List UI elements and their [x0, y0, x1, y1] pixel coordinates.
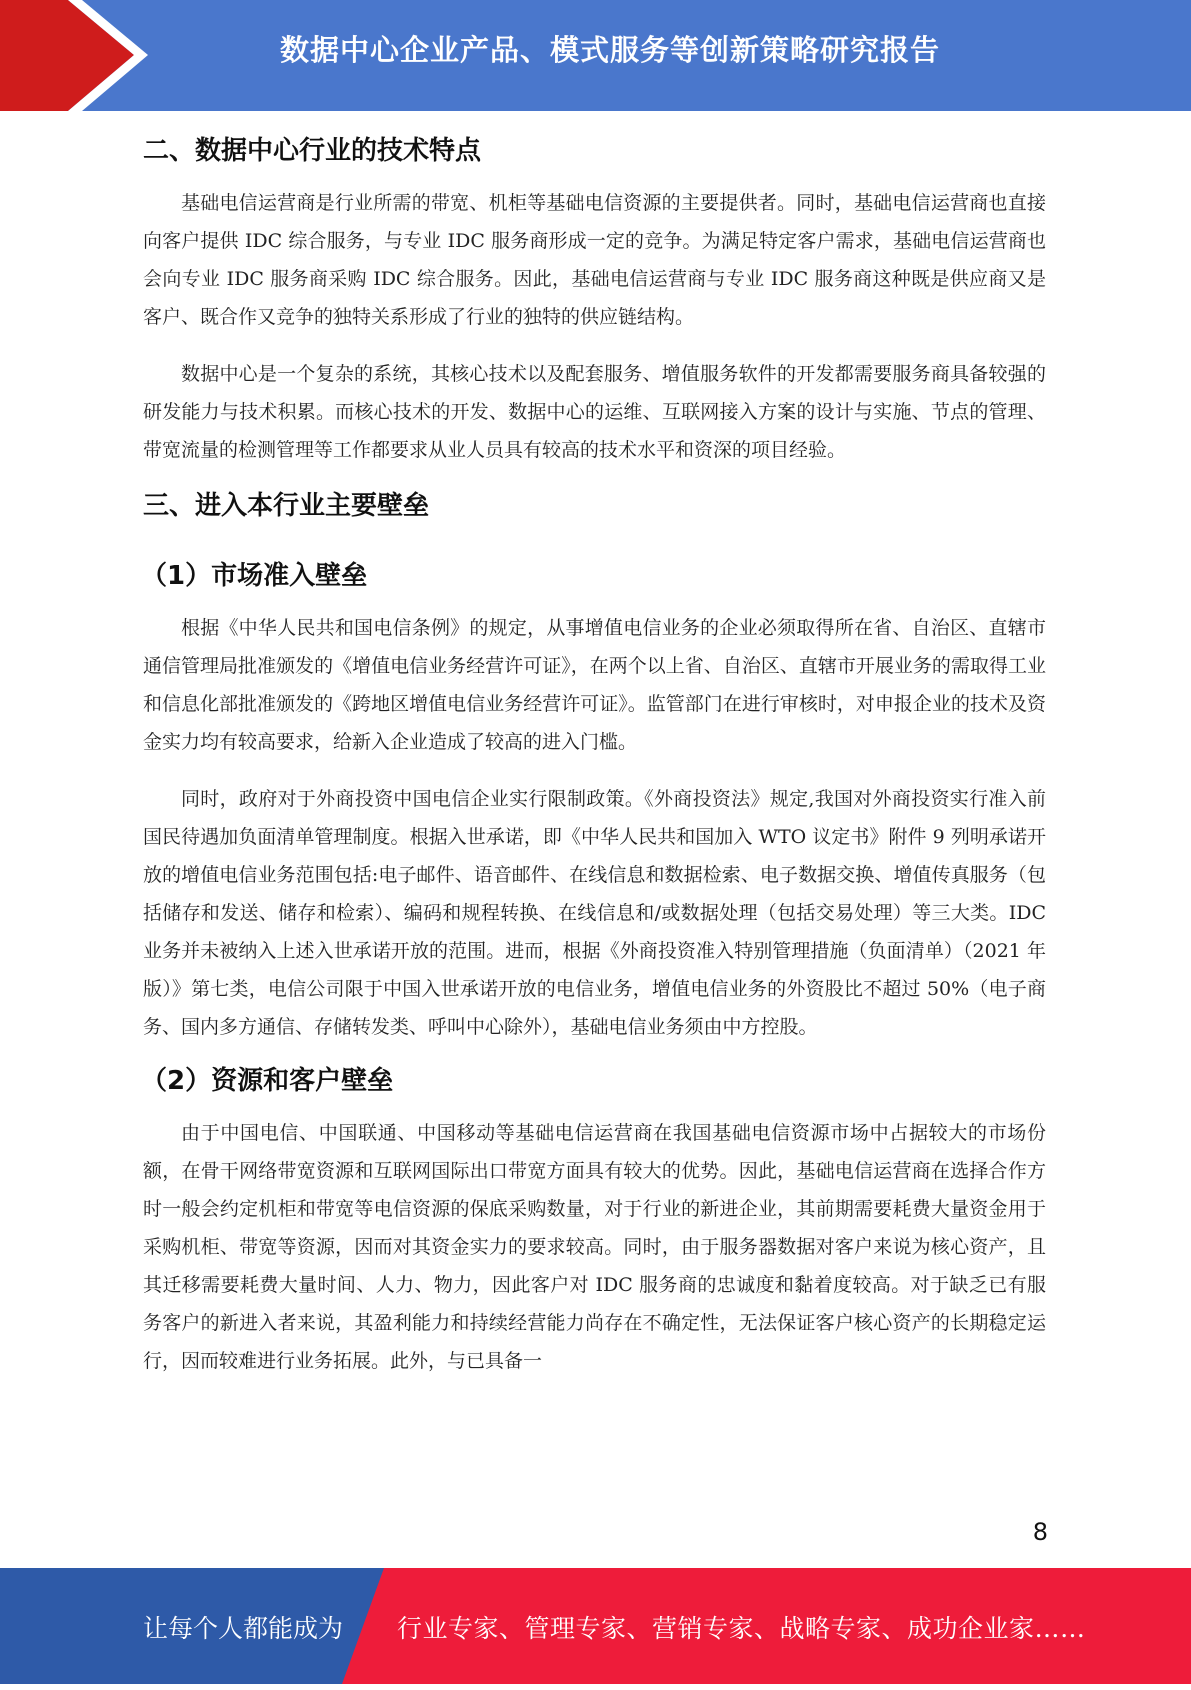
page-number: 8 — [1032, 1518, 1048, 1546]
subsection-heading-resource-customer: （2）资源和客户壁垒 — [141, 1066, 394, 1096]
paragraph: 同时，政府对于外商投资中国电信企业实行限制政策。《外商投资法》规定,我国对外商投资实行准入前国民待遇加负面清单管理制度。根据入世承诺，即《中华人民共和国加入 WTO 议定书》附件 9 列明承诺开放的增值电信业务范围包括:电子邮件、语音邮件、在线信息和数据检索、电子数据交换、增值传真服务（包括储存和发送、储存和检索）、编码和规程转换、在线信息和/或数据处理（包括交易处理）等三大类。IDC 业务并未被纳入上述入世承诺开放的范围。进而，根据《外商投资准入特别管理措施（负面清单）（2021 年版）》第七类，电信公司限于中国入世承诺开放的电信业务，增值电信业务的外资股比不超过 50%（电子商务、国内多方通信、存储转发类、呼叫中心除外），基础电信业务须由中方控股。 — [143, 788, 1046, 1038]
paragraph: 数据中心是一个复杂的系统，其核心技术以及配套服务、增值服务软件的开发都需要服务商具备较强的研发能力与技术积累。而核心技术的开发、数据中心的运维、互联网接入方案的设计与实施、节点的管理、带宽流量的检测管理等工作都要求从业人员具有较高的技术水平和资深的项目经验。 — [143, 363, 1046, 461]
footer-slogan-right: 行业专家、管理专家、营销专家、战略专家、成功企业家…… — [397, 1614, 1086, 1643]
page-header — [0, 0, 1191, 111]
report-title: 数据中心企业产品、模式服务等创新策略研究报告 — [279, 33, 940, 67]
subsection-heading-market-access: （1）市场准入壁垒 — [141, 561, 368, 591]
section-heading-tech-features: 二、数据中心行业的技术特点 — [143, 136, 482, 166]
header-arrow-decoration — [0, 0, 160, 111]
document-body — [143, 126, 1046, 1380]
page-footer — [0, 1568, 1191, 1684]
section-heading-barriers: 三、进入本行业主要壁垒 — [143, 491, 430, 521]
paragraph: 根据《中华人民共和国电信条例》的规定，从事增值电信业务的企业必须取得所在省、自治区、直辖市通信管理局批准颁发的《增值电信业务经营许可证》，在两个以上省、自治区、直辖市开展业务的需取得工业和信息化部批准颁发的《跨地区增值电信业务经营许可证》。监管部门在进行审核时，对申报企业的技术及资金实力均有较高要求，给新入企业造成了较高的进入门槛。 — [143, 617, 1046, 753]
footer-slogan-left: 让每个人都能成为 — [143, 1614, 344, 1643]
paragraph: 基础电信运营商是行业所需的带宽、机柜等基础电信资源的主要提供者。同时，基础电信运营商也直接向客户提供 IDC 综合服务，与专业 IDC 服务商形成一定的竞争。为满足特定客户需求，基础电信运营商也会向专业 IDC 服务商采购 IDC 综合服务。因此，基础电信运营商与专业 IDC 服务商这种既是供应商又是客户、既合作又竞争的独特关系形成了行业的独特的供应链结构。 — [143, 192, 1046, 328]
paragraph: 由于中国电信、中国联通、中国移动等基础电信运营商在我国基础电信资源市场中占据较大的市场份额，在骨干网络带宽资源和互联网国际出口带宽方面具有较大的优势。因此，基础电信运营商在选择合作方时一般会约定机柜和带宽等电信资源的保底采购数量，对于行业的新进企业，其前期需要耗费大量资金用于采购机柜、带宽等资源，因而对其资金实力的要求较高。同时，由于服务器数据对客户来说为核心资产，且其迁移需要耗费大量时间、人力、物力，因此客户对 IDC 服务商的忠诚度和黏着度较高。对于缺乏已有服务客户的新进入者来说，其盈利能力和持续经营能力尚存在不确定性，无法保证客户核心资产的长期稳定运行，因而较难进行业务拓展。此外，与已具备一 — [143, 1122, 1046, 1372]
